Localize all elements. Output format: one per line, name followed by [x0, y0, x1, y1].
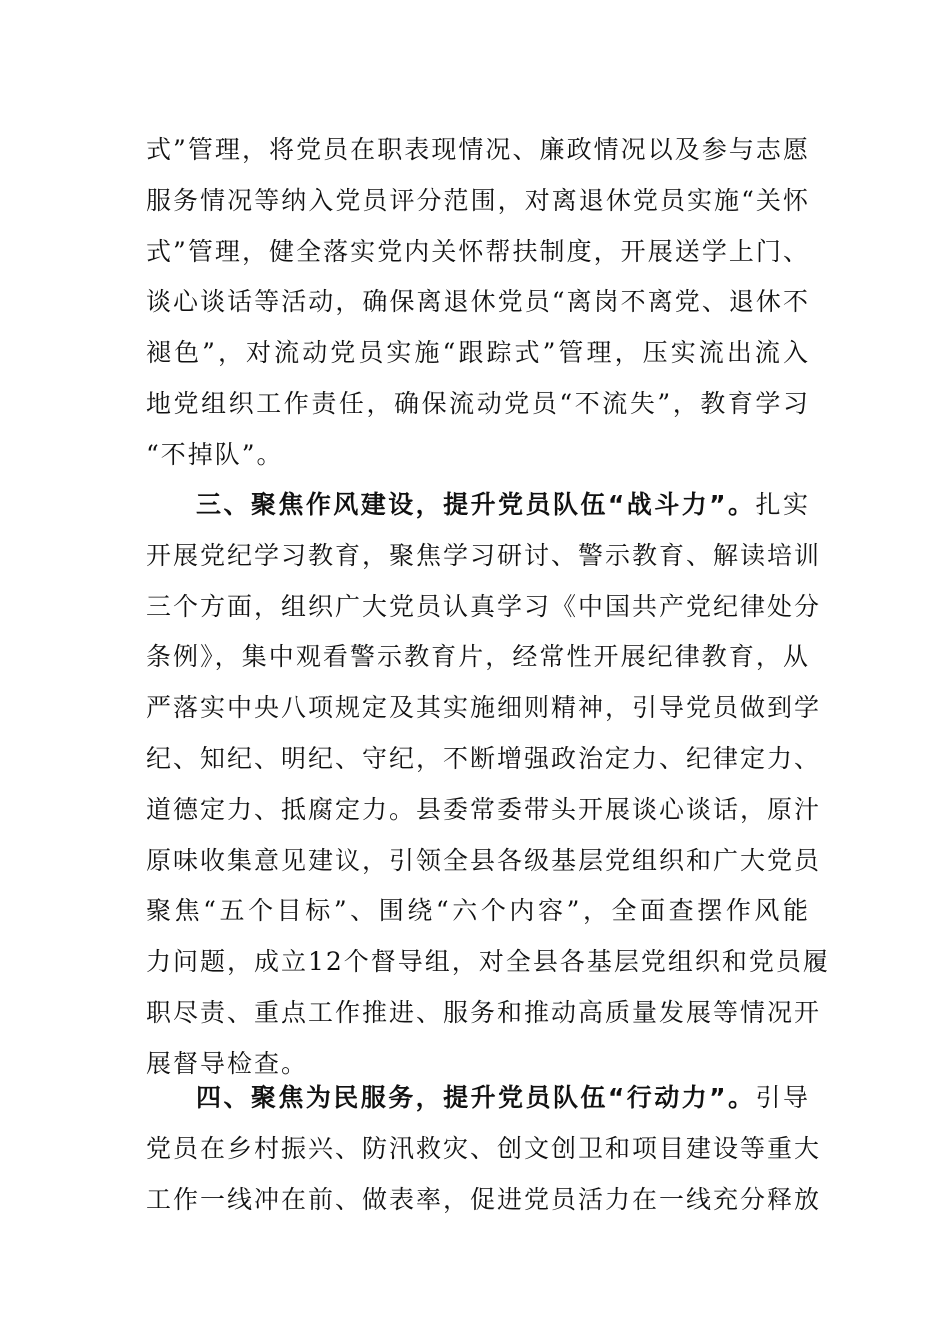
text-line: 严落实中央八项规定及其实施细则精神，引导党员做到学 [146, 693, 822, 723]
text-line: 谈心谈话等活动，确保离退休党员“离岗不离党、退休不 [146, 287, 810, 317]
text-line: 条例》，集中观看警示教育片，经常性开展纪律教育，从 [146, 642, 810, 672]
section-3 [146, 480, 830, 1090]
text-line: 党员在乡村振兴、防汛救灾、创文创卫和项目建设等重大 [146, 1133, 822, 1163]
section-3-first-line-text: 扎实 [755, 490, 810, 519]
text-line: 三个方面，组织广大党员认真学习《中国共产党纪律处分 [146, 591, 822, 621]
text-line: 职尽责、重点工作推进、服务和推动高质量发展等情况开 [146, 997, 822, 1027]
text-line: 地党组织工作责任，确保流动党员“不流失”，教育学习 [146, 388, 810, 418]
text-line: 纪、知纪、明纪、守纪，不断增强政治定力、纪律定力、 [146, 743, 822, 773]
text-line: 开展党纪学习教育，聚焦学习研讨、警示教育、解读培训 [146, 540, 822, 570]
text-line: “不掉队”。 [146, 439, 284, 469]
section-4-heading: 四、聚焦为民服务，提升党员队伍“行动力”。 [196, 1083, 756, 1112]
section-4-first-line [146, 1073, 810, 1124]
text-line: 力问题，成立12个督导组，对全县各基层党组织和党员履 [146, 947, 830, 977]
text-line: 道德定力、抵腐定力。县委常委带头开展谈心谈话，原汁 [146, 794, 822, 824]
section-4 [146, 1073, 822, 1225]
text-line: 服务情况等纳入党员评分范围，对离退休党员实施“关怀 [146, 185, 810, 215]
text-line: 工作一线冲在前、做表率，促进党员活力在一线充分释放 [146, 1184, 822, 1214]
section-3-first-line [146, 480, 810, 531]
text-line: 式”管理，健全落实党内关怀帮扶制度，开展送学上门、 [146, 236, 810, 266]
section-3-heading: 三、聚焦作风建设，提升党员队伍“战斗力”。 [196, 490, 756, 519]
section-4-first-line-text: 引导 [755, 1083, 810, 1112]
text-line: 原味收集意见建议，引领全县各级基层党组织和广大党员 [146, 845, 822, 875]
paragraph-1 [146, 125, 810, 481]
text-line: 展督导检查。 [146, 1048, 309, 1078]
text-line: 聚焦“五个目标”、围绕“六个内容”，全面查摆作风能 [146, 896, 810, 926]
text-line: 式”管理，将党员在职表现情况、廉政情况以及参与志愿 [146, 135, 810, 164]
text-line: 褪色”，对流动党员实施“跟踪式”管理，压实流出流入 [146, 338, 810, 368]
